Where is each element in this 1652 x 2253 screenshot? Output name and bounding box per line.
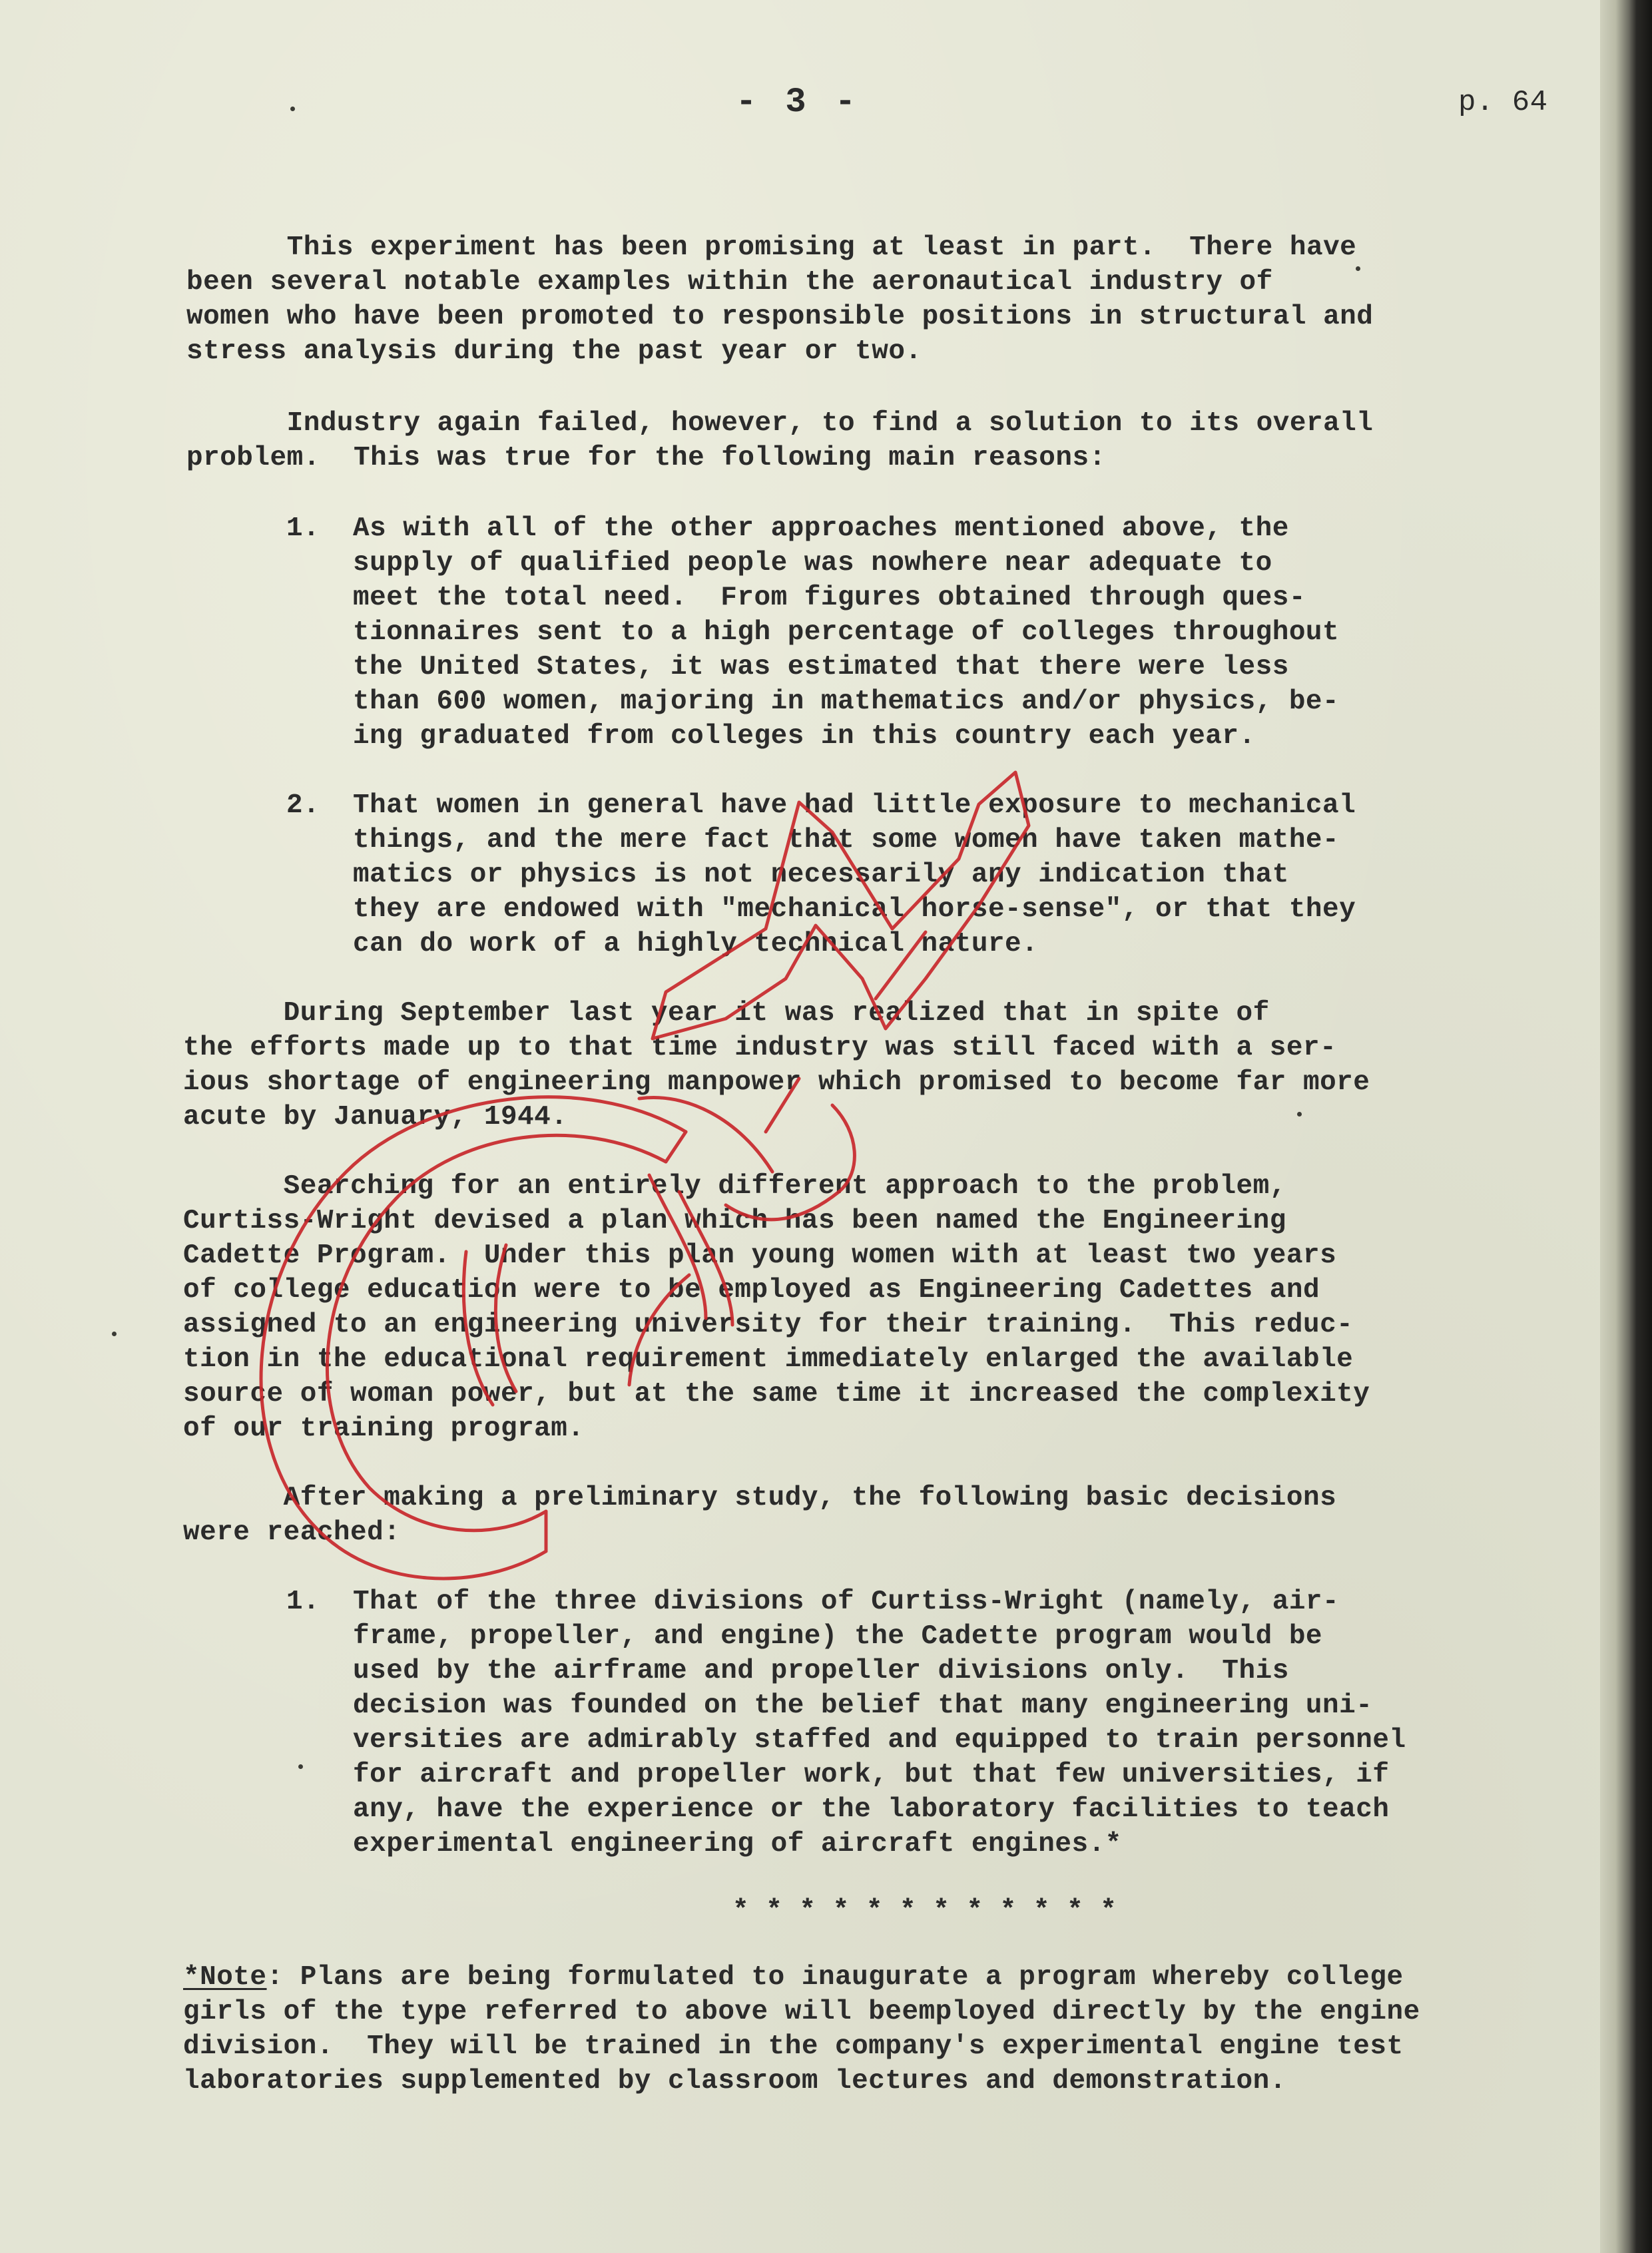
text-line: assigned to an engineering university for their training. This reduc- <box>183 1310 1354 1340</box>
text-line: the United States, it was estimated that there were less <box>353 652 1289 682</box>
text-line: experimental engineering of aircraft engines.* <box>353 1829 1122 1860</box>
text-line: source of woman power, but at the same time it increased the complexity <box>183 1379 1370 1409</box>
paper-speck <box>112 1332 117 1336</box>
footnote-text: : Plans are being formulated to inaugurate a program whereby college <box>266 1962 1404 1993</box>
text-line: used by the airframe and propeller divisions only. This <box>353 1656 1289 1686</box>
text-line: meet the total need. From figures obtained through ques- <box>353 583 1306 613</box>
text-line: of our training program. <box>183 1413 585 1444</box>
text-line: ious shortage of engineering manpower which promised to become far more <box>183 1067 1370 1098</box>
text-line: things, and the mere fact that some women have taken mathe- <box>353 825 1340 856</box>
text-line: women who have been promoted to responsible positions in structural and <box>186 302 1374 332</box>
text-line: they are endowed with "mechanical horse-sense", or that they <box>353 894 1356 925</box>
text-line: frame, propeller, and engine) the Cadette program would be <box>353 1621 1323 1652</box>
text-line: Cadette Program. Under this plan young women with at least two years <box>183 1240 1337 1271</box>
text-line: As with all of the other approaches mentioned above, the <box>353 513 1289 544</box>
paper-speck <box>1297 1112 1302 1117</box>
text-line: problem. This was true for the following main reasons: <box>186 443 1106 473</box>
footnote-label: *Note <box>183 1962 267 1993</box>
footnote-line: division. They will be trained in the company's experimental engine test <box>183 2031 1404 2062</box>
text-line: supply of qualified people was nowhere near adequate to <box>353 548 1272 579</box>
text-line: decision was founded on the belief that many engineering uni- <box>353 1690 1373 1721</box>
text-line: the efforts made up to that time industry was still faced with a ser- <box>183 1033 1337 1063</box>
folio-number: p. 64 <box>1458 86 1548 119</box>
paper-speck <box>298 1764 303 1769</box>
text-line: been several notable examples within the aeronautical industry of <box>186 267 1273 298</box>
list-number: 2. <box>286 790 320 821</box>
list-number: 1. <box>286 513 320 544</box>
text-line: of college education were to be employed as Engineering Cadettes and <box>183 1275 1320 1306</box>
text-line: than 600 women, majoring in mathematics and/or physics, be- <box>353 686 1340 717</box>
text-line: any, have the experience or the laboratory facilities to teach <box>353 1794 1390 1825</box>
text-line: This experiment has been promising at least in part. There have <box>186 232 1357 263</box>
text-line: tionnaires sent to a high percentage of colleges throughout <box>353 617 1340 648</box>
paper-speck <box>1356 266 1360 271</box>
text-line: That of the three divisions of Curtiss-Wright (namely, air- <box>353 1587 1340 1617</box>
list-number: 1. <box>286 1587 320 1617</box>
text-line: That women in general have had little exposure to mechanical <box>353 790 1356 821</box>
text-line: matics or physics is not necessarily any indication that <box>353 860 1289 890</box>
footnote-line: laboratories supplemented by classroom lectures and demonstration. <box>183 2066 1286 2097</box>
footnote-line <box>183 1960 1404 1995</box>
text-line: Searching for an entirely different approach to the problem, <box>183 1171 1286 1202</box>
text-line: stress analysis during the past year or two. <box>186 336 922 367</box>
text-line: can do work of a highly technical nature. <box>353 929 1039 959</box>
text-line: After making a preliminary study, the following basic decisions <box>183 1483 1337 1513</box>
book-binding-edge <box>1600 0 1652 2253</box>
text-line: ing graduated from colleges in this country each year. <box>353 721 1256 752</box>
text-line: Industry again failed, however, to find a solution to its overall <box>186 408 1374 439</box>
text-line: acute by January, 1944. <box>183 1102 568 1132</box>
text-line: During September last year it was realized that in spite of <box>183 998 1270 1029</box>
text-line: versities are admirably staffed and equipped to train personnel <box>353 1725 1406 1756</box>
paper-speck <box>290 107 295 111</box>
section-separator: * * * * * * * * * * * * <box>732 1895 1117 1926</box>
text-line: tion in the educational requirement immediately enlarged the available <box>183 1344 1354 1375</box>
text-line: were reached: <box>183 1517 401 1548</box>
footnote-line: girls of the type referred to above will beemployed directly by the engine <box>183 1997 1420 2027</box>
text-line: Curtiss-Wright devised a plan which has been named the Engineering <box>183 1206 1286 1236</box>
page-number: - 3 - <box>736 83 860 122</box>
text-line: for aircraft and propeller work, but that few universities, if <box>353 1760 1390 1790</box>
